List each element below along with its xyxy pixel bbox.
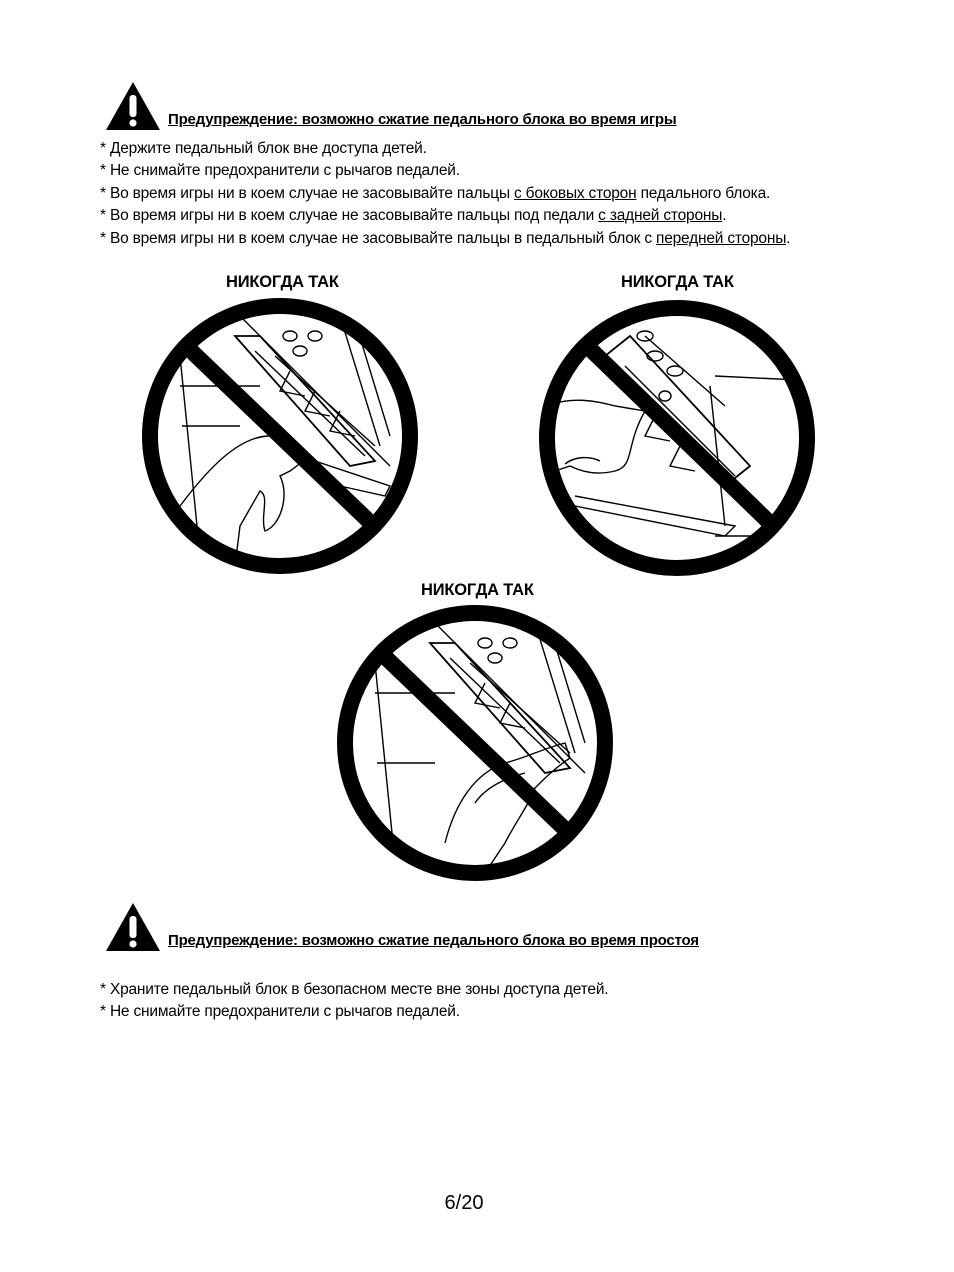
- list-item: * Во время игры ни в коем случае не засовывайте пальцы в педальный блок с передней стороны.: [100, 229, 791, 247]
- warning-idle-list: [100, 979, 608, 1024]
- warning-play-list: [100, 138, 790, 250]
- list-item: * Не снимайте предохранители с рычагов педалей.: [100, 162, 460, 180]
- list-item: * Во время игры ни в коем случае не засовывайте пальцы под педали с задней стороны.: [100, 207, 727, 225]
- warning-title: Предупреждение: возможно сжатие педального блока во время игры: [168, 111, 677, 128]
- warning-triangle-icon: [104, 80, 162, 132]
- warning-triangle-icon: [104, 901, 162, 953]
- figure-label: НИКОГДА ТАК: [621, 273, 734, 291]
- figure-label: НИКОГДА ТАК: [226, 273, 339, 291]
- list-item: * Держите педальный блок вне доступа детей.: [100, 140, 427, 157]
- warning-title: Предупреждение: возможно сжатие педального блока во время простоя: [168, 932, 699, 949]
- figure-label: НИКОГДА ТАК: [421, 581, 534, 599]
- list-item: * Храните педальный блок в безопасном месте вне зоны доступа детей.: [100, 981, 609, 998]
- prohibition-sign-hand-back-icon: [535, 296, 819, 580]
- warning-idle-header: [104, 901, 804, 953]
- list-item: * Не снимайте предохранители с рычагов педалей.: [100, 1003, 460, 1021]
- prohibition-sign-hand-side-icon: [140, 296, 420, 576]
- page-number: 6/20: [444, 1192, 484, 1214]
- prohibition-sign-hand-front-icon: [335, 603, 615, 883]
- warning-play-header: [104, 80, 804, 132]
- list-item: * Во время игры ни в коем случае не засовывайте пальцы с боковых сторон педального блока.: [100, 184, 771, 202]
